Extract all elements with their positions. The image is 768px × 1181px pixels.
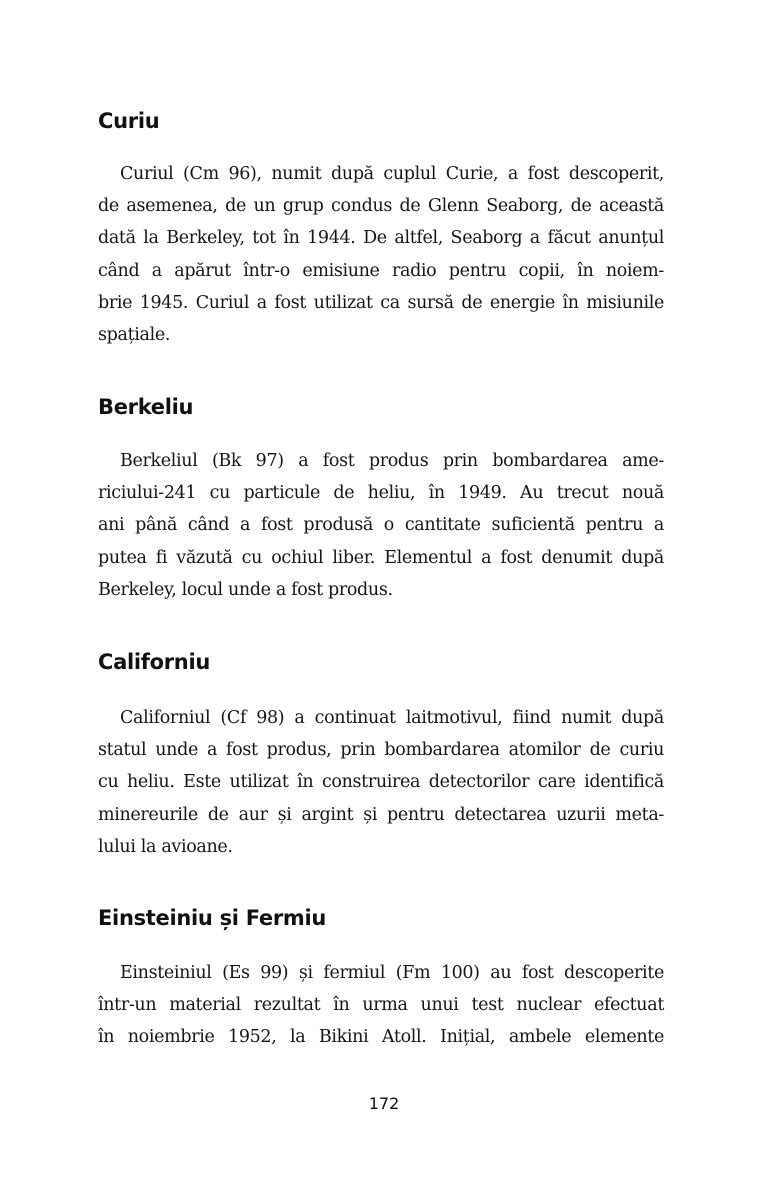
text-line: spațiale. [98, 324, 171, 345]
text-line: în noiembrie 1952, la Bikini Atoll. Inițial, ambele elemente [98, 1027, 664, 1048]
section-heading-berkeliu: Berkeliu [98, 395, 194, 419]
text-line: brie 1945. Curiul a fost utilizat ca sursă de energie în misiunile [98, 292, 664, 313]
paragraph-californiu [98, 702, 664, 863]
paragraph-berkeliu [98, 445, 664, 606]
section-heading-californiu: Californiu [98, 650, 210, 674]
text-line: riciului-241 cu particule de heliu, în 1949. Au trecut nouă [98, 483, 664, 504]
text-line: Berkeliul (Bk 97) a fost produs prin bombardarea ame- [120, 451, 664, 471]
text-line: de asemenea, de un grup condus de Glenn Seaborg, de această [98, 196, 664, 217]
text-line: cu heliu. Este utilizat în construirea detectorilor care identifică [98, 772, 664, 793]
text-line: dată la Berkeley, tot în 1944. De altfel, Seaborg a făcut anunțul [98, 228, 664, 249]
section-heading-curiu: Curiu [98, 109, 160, 133]
text-line: minereurile de aur și argint și pentru detectarea uzurii meta- [98, 804, 664, 825]
text-line: Californiul (Cf 98) a continuat laitmotivul, fiind numit după [120, 708, 664, 728]
text-line: Berkeley, locul unde a fost produs. [98, 579, 393, 600]
text-line: Einsteiniul (Es 99) și fermiul (Fm 100) au fost descoperite [120, 963, 664, 983]
text-line: ani până când a fost produsă o cantitate suficientă pentru a [98, 515, 664, 536]
text-line: statul unde a fost produs, prin bombardarea atomilor de curiu [98, 740, 664, 761]
text-line: lului la avioane. [98, 836, 233, 857]
section-heading-einsteiniu-fermiu: Einsteiniu și Fermiu [98, 906, 327, 930]
text-line: Curiul (Cm 96), numit după cuplul Curie, a fost descoperit, [120, 164, 664, 184]
text-line: când a apărut într-o emisiune radio pentru copii, în noiem- [98, 260, 664, 281]
paragraph-curiu [98, 158, 664, 351]
page-number: 172 [368, 1094, 400, 1113]
text-line: într-un material rezultat în urma unui test nuclear efectuat [98, 995, 664, 1016]
text-line: putea fi văzută cu ochiul liber. Elementul a fost denumit după [98, 547, 664, 568]
paragraph-einsteiniu-fermiu [98, 957, 664, 1054]
